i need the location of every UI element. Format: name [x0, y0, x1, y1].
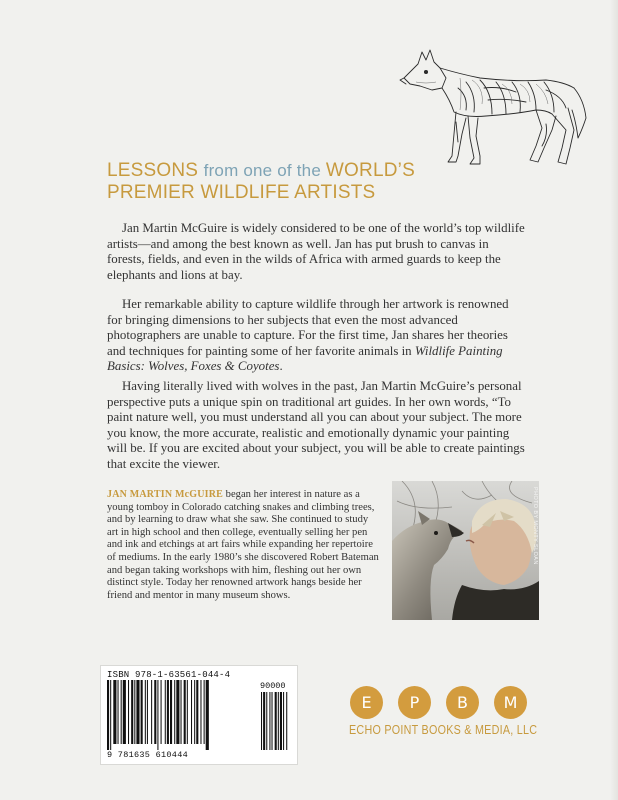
headline-line-1 [107, 160, 527, 182]
headline [107, 160, 527, 204]
quote-paragraph: Having literally lived with wolves in the past, Jan Martin McGuire’s personal perspective puts a unique spin on traditional art guides. In her own words, “To paint nature well, you must understand all you can about your subject. The more you know, the more accurate, realistic and emotionally dynamic your painting will be. If you are excited about your subject, you will be able to create paintings that excite the viewer. [107, 379, 525, 471]
logo-letter-b: B [446, 686, 479, 719]
author-name: JAN MARTIN McGUIRE [107, 489, 224, 500]
author-bio-text: began her interest in nature as a young tomboy in Colorado catching snakes and climbing trees, and by learning to draw what she saw. She continued to study art in high school and then college, eventually selling her pen and ink and etchings at art fairs while expanding her repertoire of mediums. In the early 1980’s she discovered Robert Bateman and began taking workshops with him, fleshing out her own distinct style. Today her renowned artwork hangs beside her friend and mentor in many museum shows. [107, 489, 379, 601]
barcode-bars [105, 680, 293, 750]
ability-paragraph [107, 297, 525, 375]
isbn-barcode [100, 665, 298, 765]
spine-shadow [610, 0, 618, 800]
photo-credit: PHOTO BY MONTY SLOAN [532, 487, 538, 565]
author-bio [107, 489, 379, 602]
author-photo [392, 481, 539, 620]
intro-paragraph: Jan Martin McGuire is widely considered to be one of the world’s top wildlife artists—and among the best known as well. Jan has put brush to canvas in forests, fields, and even in the wilds of Africa with armed guards to keep the elephants and lions at bay. [107, 221, 525, 282]
barcode-digits: 9 781635 610444 [107, 750, 189, 760]
ability-paragraph-text: Her remarkable ability to capture wildlife through her artwork is renowned for bringing dimensions to her subjects that even the most advanced photographers are unable to capture. For the first time, Jan shares her theories and techniques for painting some of her favorite animals in [107, 297, 509, 358]
price-code: 90000 [260, 681, 286, 691]
ability-paragraph-end: . [279, 359, 283, 373]
publisher-name: ECHO POINT BOOKS & MEDIA, LLC [349, 723, 538, 737]
headline-lessons: LESSONS [107, 160, 204, 181]
isbn-label: ISBN 978-1-63561-044-4 [107, 670, 231, 680]
wolf-anatomy-illustration [396, 38, 596, 170]
book-title: Wildlife Painting Basics: Wolves, Foxes & Coyotes [107, 343, 503, 373]
headline-accent: from one of the [203, 161, 326, 180]
logo-letter-m: M [494, 686, 527, 719]
headline-worlds: WORLD’S [325, 160, 415, 181]
logo-letter-p: P [398, 686, 431, 719]
logo-letter-e: E [350, 686, 383, 719]
headline-line-2: PREMIER WILDLIFE ARTISTS [107, 182, 376, 203]
publisher-logo [350, 686, 528, 722]
